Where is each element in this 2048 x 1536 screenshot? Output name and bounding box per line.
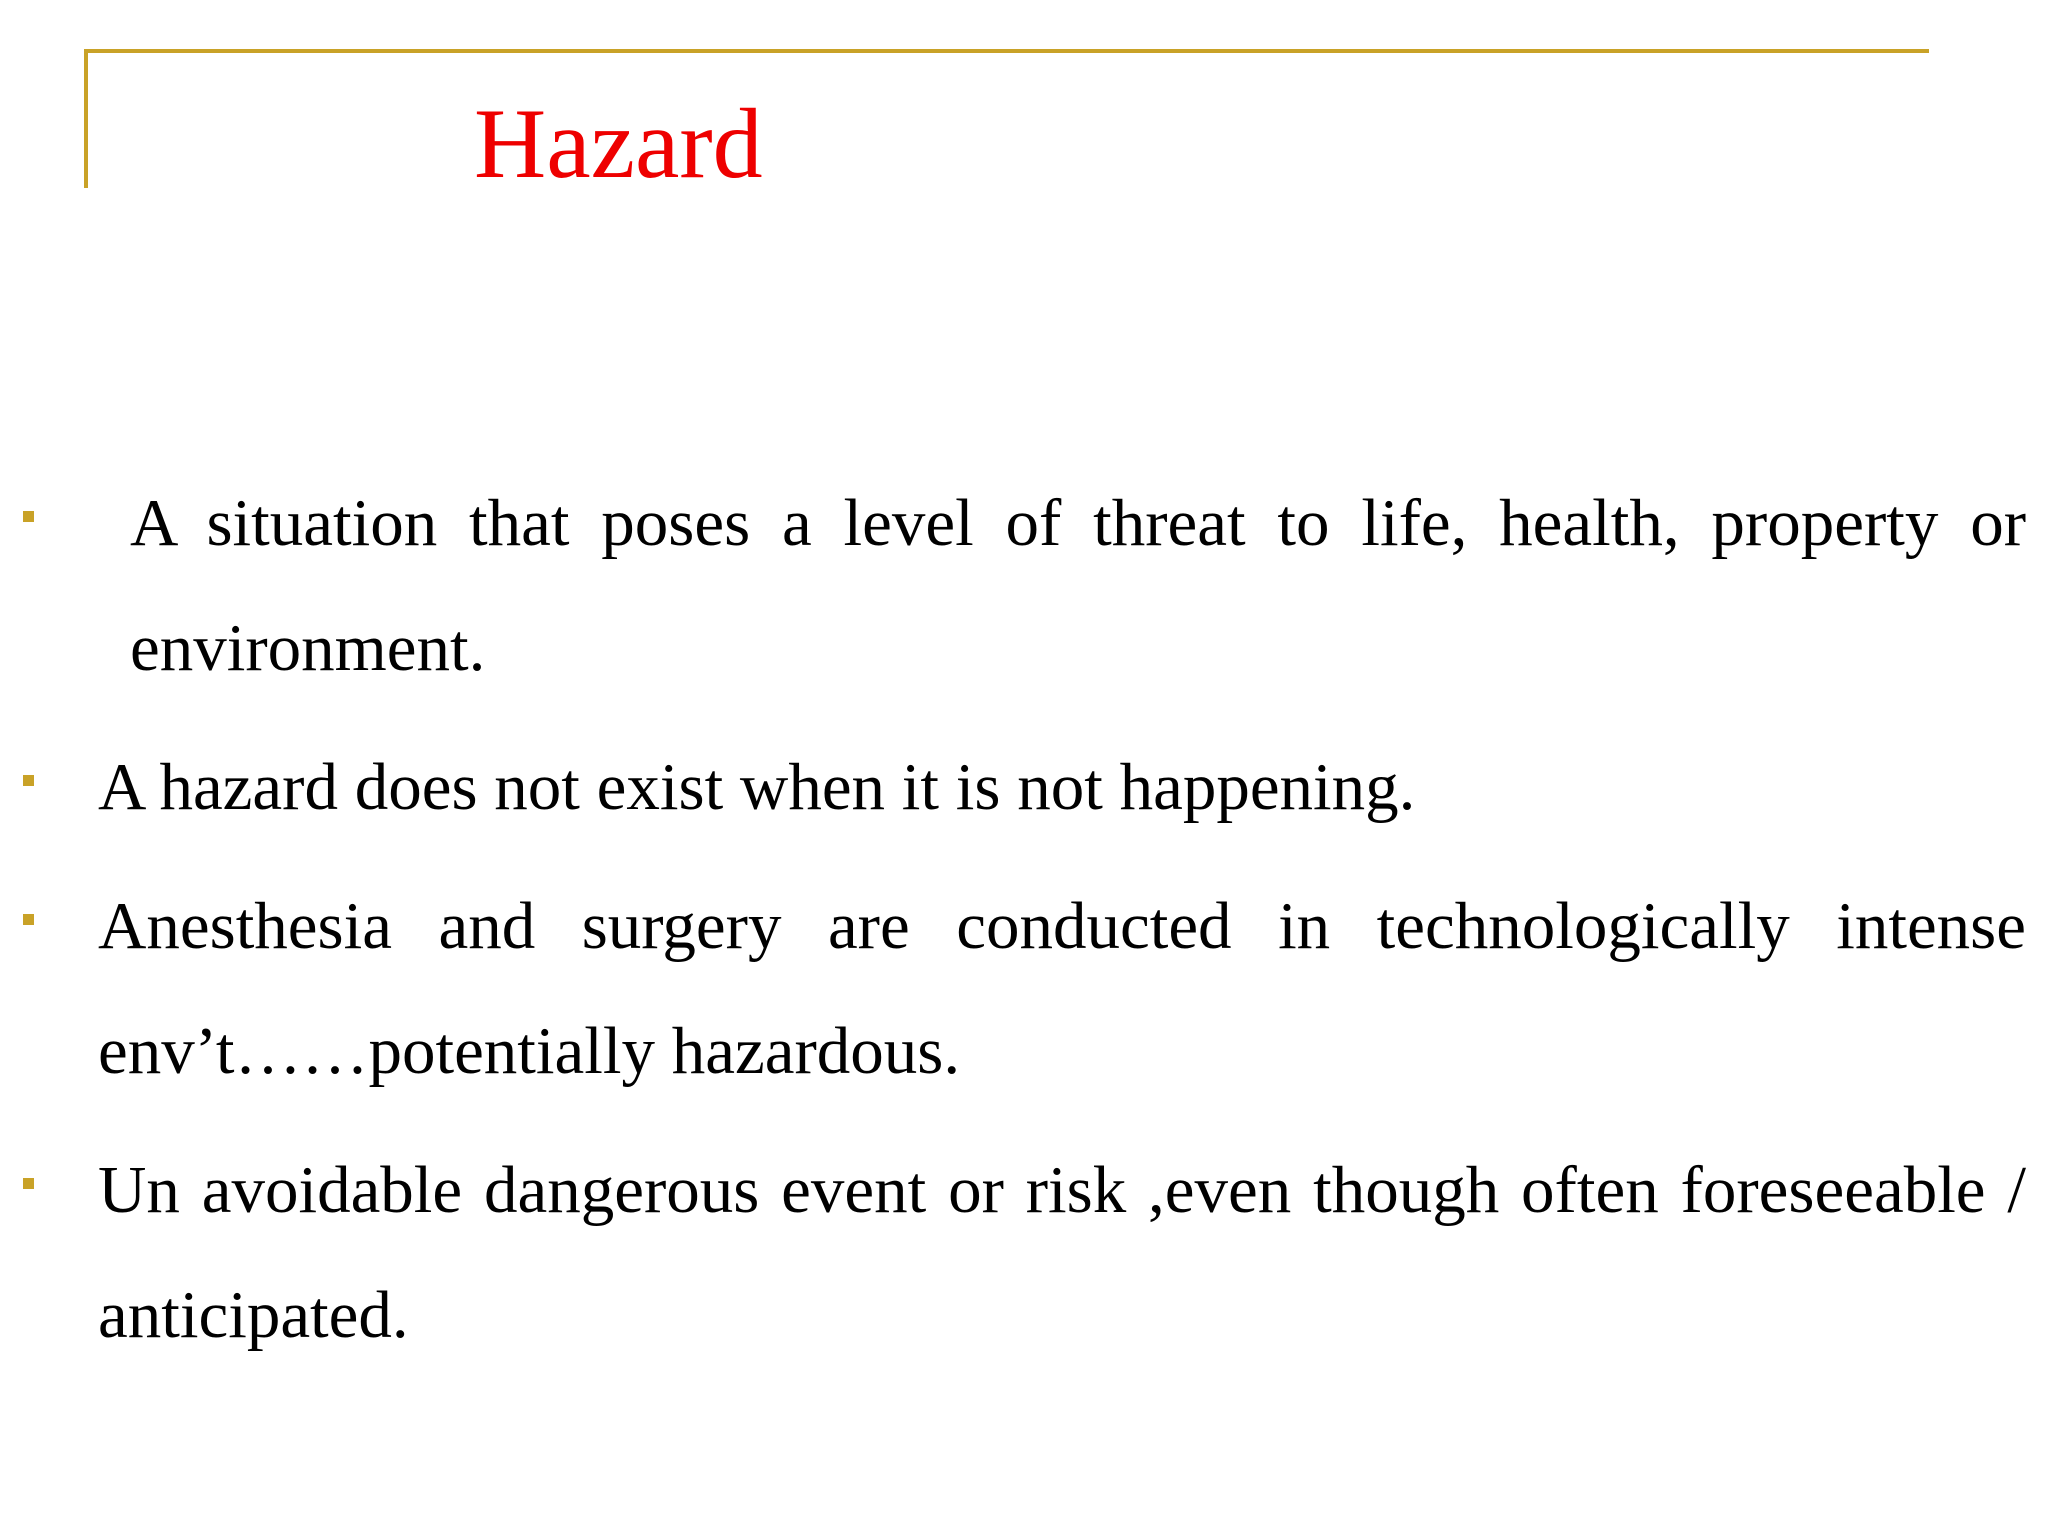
bullet-text: A situation that poses a level of threat to life, health, property or environment.: [130, 486, 2026, 685]
bullet-text: A hazard does not exist when it is not happening.: [98, 750, 1416, 824]
slide-title: Hazard: [474, 88, 763, 199]
square-bullet-icon: [23, 775, 34, 786]
title-frame-left-line: [84, 49, 88, 188]
square-bullet-icon: [23, 1178, 34, 1189]
bullet-list: [0, 461, 2048, 1392]
bullet-text: Un avoidable dangerous event or risk ,even though often foreseeable / anticipated.: [98, 1153, 2026, 1352]
bullet-item: [0, 725, 2048, 850]
square-bullet-icon: [23, 914, 34, 925]
square-bullet-icon: [23, 511, 34, 522]
bullet-item: [0, 864, 2048, 1114]
bullet-text: Anesthesia and surgery are conducted in technologically intense env’t……potentially hazardous.: [98, 889, 2026, 1088]
title-frame-top-line: [84, 49, 1929, 53]
bullet-item: [0, 1128, 2048, 1378]
bullet-item: [0, 461, 2048, 711]
